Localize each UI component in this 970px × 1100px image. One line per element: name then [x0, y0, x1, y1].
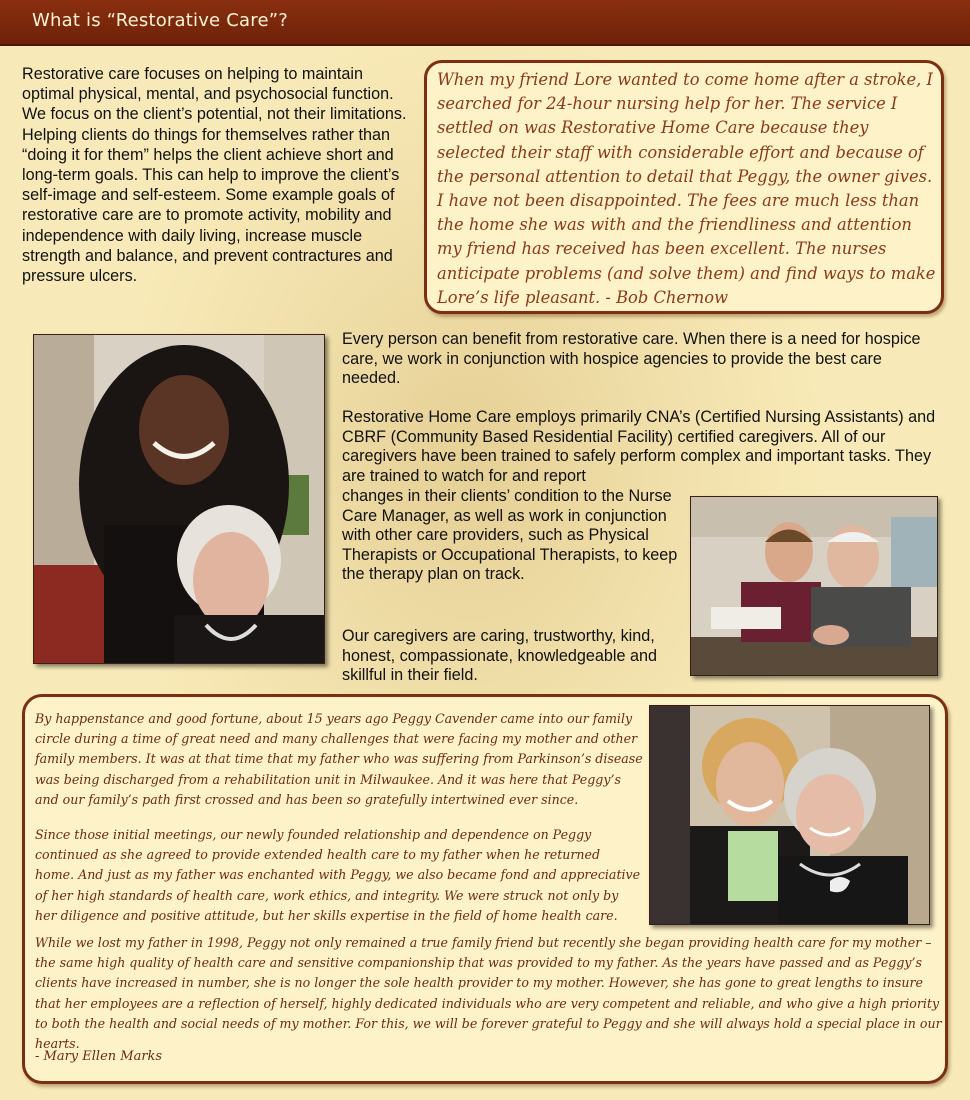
testimonial-quote: When my friend Lore wanted to come home after a stroke, I searched for 24-hour nursing help for her. The service I settled on was Restorative Home Care because they selected their staff with considerable effort and because of the personal attention to detail that Peggy, the owner gives. I have not been disappointed. The fees are much less than the home she was with and the friendliness and attention my friend has received has been excellent. The nurses anticipate problems (and solve them) and find ways to make Lore’s life pleasant. - Bob Chernow: [437, 70, 936, 307]
story-paragraph-2: Since those initial meetings, our newly founded relationship and dependence on Peggy continued as she agreed to provide extended health care to my father when he returned home. And just as my father was enchanted with Peggy, we also became fond and appreciative of her high standards of health care, work ethics, and integrity. We were struck not only by her diligence and positive attitude, but her skills expertise in the field of home health care.: [35, 827, 641, 923]
story-signature: - Mary Ellen Marks: [35, 1049, 163, 1064]
caregiver-photo-2: [690, 496, 938, 676]
caregiver-photo-1: [33, 334, 325, 664]
employs-paragraph: Restorative Home Care employs primarily CNA’s (Certified Nursing Assistants) and CBRF (Community Based Residential Facility) certified caregivers. All of our caregivers have been trained to safely perform complex and important tasks. They are trained to watch for and report: [342, 408, 936, 485]
section-header: [0, 0, 970, 46]
story-paragraph-3: While we lost my father in 1998, Peggy not only remained a true family friend but recently she began providing health care for my mother – the same high quality of health care and sensitive companionship that was provided to my father. As the years have passed and as Peggy’s clients have increased in number, she is no longer the sole health provider to my mother. However, she has gone to great lengths to insure that her employees are a reflection of herself, highly dedicated individuals who are very competent and reliable, and who give a high priority to both the health and social needs of my mother. For this, we will be forever grateful to Peggy and she will always hold a special place in our hearts.: [35, 935, 942, 1052]
page-title: What is “Restorative Care”?: [32, 10, 289, 31]
caregivers-paragraph: Our caregivers are caring, trustworthy, kind, honest, compassionate, knowledgeable and skillful in their field.: [342, 627, 657, 685]
photo-illustration-2: [691, 497, 937, 675]
intro-paragraph: Restorative care focuses on helping to maintain optimal physical, mental, and psychosocial function. We focus on the client’s potential, not their limitations. Helping clients do things for themselves rather than “doing it for them” helps the client achieve short and long-term goals. This can help to improve the client’s self-image and self-esteem. Some example goals of restorative care are to promote activity, mobility and independence with daily living, increase muscle strength and balance, and prevent contractures and pressure ulcers.: [22, 65, 407, 286]
testimonial-box: [424, 60, 944, 314]
photo-illustration-1: [34, 335, 324, 663]
family-photo: [649, 705, 930, 925]
employs-paragraph-continued: changes in their clients’ condition to the Nurse Care Manager, as well as work in conjunction with other care providers, such as Physical Therapists or Occupational Therapists, to keep the therapy plan on track.: [342, 487, 678, 584]
hospice-paragraph: Every person can benefit from restorative care. When there is a need for hospice care, we work in conjunction with hospice agencies to provide the best care needed.: [342, 330, 921, 388]
story-paragraph-1: By happenstance and good fortune, about 15 years ago Peggy Cavender came into our family circle during a time of great need and many challenges that were facing my mother and other family members. It was at that time that my father who was suffering from Parkinson’s disease was being discharged from a rehabilitation unit in Milwaukee. And it was here that Peggy’s and our family’s path first crossed and has been so gratefully intertwined ever since.: [35, 711, 643, 807]
photo-illustration-3: [650, 706, 929, 924]
